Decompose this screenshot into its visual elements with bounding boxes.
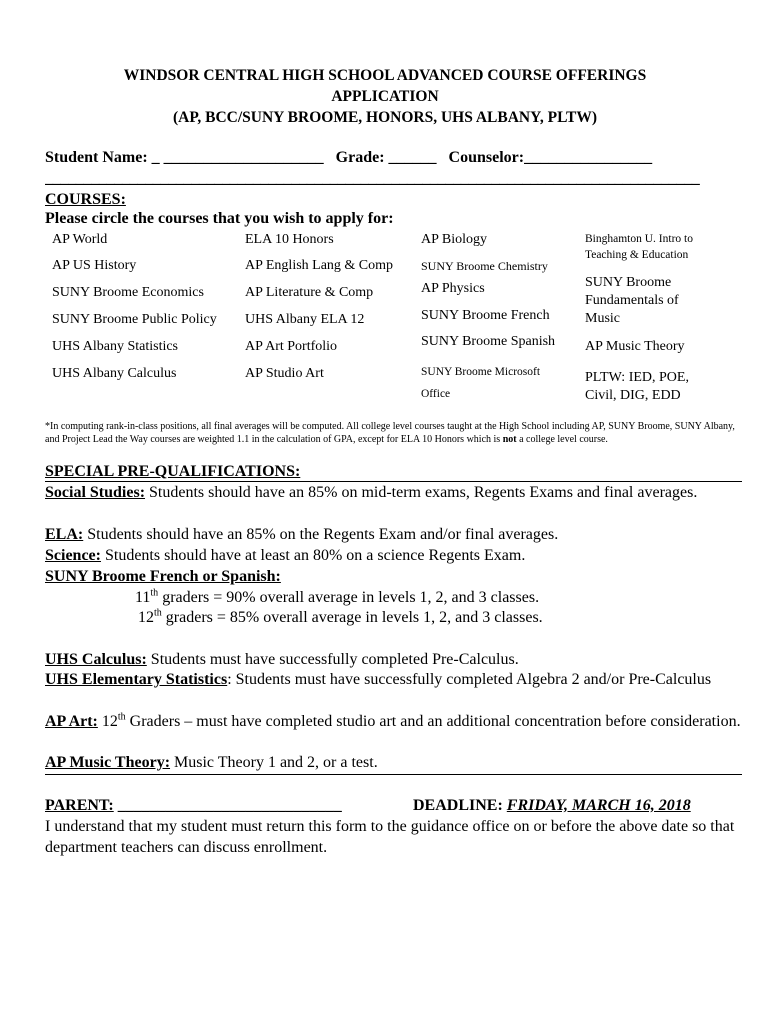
course-option[interactable]: SUNY Broome Spanish [421, 334, 556, 349]
course-option[interactable]: AP English Lang & Comp [245, 258, 394, 273]
section-divider [45, 481, 742, 482]
course-option[interactable]: Binghamton U. Intro to Teaching & Education [585, 233, 693, 261]
prequal-music-theory: AP Music Theory: Music Theory 1 and 2, or a test. [45, 754, 378, 771]
prequal-calculus: UHS Calculus: Students must have successfully completed Pre-Calculus. [45, 651, 519, 668]
course-option[interactable]: AP World [52, 232, 108, 247]
course-option[interactable]: AP Studio Art [245, 366, 324, 381]
prequal-social-studies: Social Studies: Students should have an 85% on mid-term exams, Regents Exams and final averages. [45, 484, 698, 501]
course-option[interactable]: UHS Albany Statistics [52, 339, 179, 354]
weighting-note: *In computing rank-in-class positions, all final averages will be computed. All college level courses taught at the High School including AP, SUNY Broome, SUNY Albany, and Project Lead the Way courses are weighted 1.1 in the calculation of GPA, except for ELA 10 Honors which is not a college level course. [45, 421, 735, 446]
course-option[interactable]: SUNY Broome Chemistry [421, 259, 548, 273]
courses-instructions: Please circle the courses that you wish to apply for: [45, 210, 394, 227]
course-option[interactable]: SUNY Broome French [421, 308, 550, 323]
prequal-ela: ELA: Students should have an 85% on the Regents Exam and/or final averages. [45, 526, 559, 543]
prequal-statistics: UHS Elementary Statistics: Students must have successfully completed Algebra 2 and/or Pre-Calculus [45, 671, 712, 688]
course-option[interactable]: PLTW: IED, POE, Civil, DIG, EDD [585, 370, 689, 403]
course-option[interactable]: UHS Albany ELA 12 [245, 312, 365, 327]
blank-rule-line: _____________________________________________________________________________________ [45, 170, 700, 187]
deadline: DEADLINE: FRIDAY, MARCH 16, 2018 [413, 797, 691, 814]
course-option[interactable]: SUNY Broome Fundamentals of Music [585, 275, 679, 326]
prequal-science: Science: Students should have at least an 80% on a science Regents Exam. [45, 547, 526, 564]
course-option[interactable]: ELA 10 Honors [245, 232, 334, 247]
courses-heading: COURSES: [45, 191, 126, 208]
form-title-line1: WINDSOR CENTRAL HIGH SCHOOL ADVANCED COURSE OFFERINGS [123, 67, 647, 84]
parent-signature-line[interactable]: PARENT: ____________________________ [45, 797, 342, 814]
student-info-line[interactable]: Student Name: _ ____________________ Grade: ______ Counselor:________________ [45, 149, 653, 166]
course-option[interactable]: UHS Albany Calculus [52, 366, 177, 381]
parent-acknowledgement: I understand that my student must return this form to the guidance office on or before the above date so that department teachers can discuss enrollment. [45, 818, 735, 856]
course-option[interactable]: SUNY Broome Microsoft Office [421, 366, 541, 400]
form-title-line2: APPLICATION [331, 88, 439, 105]
course-option[interactable]: SUNY Broome Public Policy [52, 312, 217, 327]
prequal-language: SUNY Broome French or Spanish: [45, 568, 281, 585]
form-title-line3: (AP, BCC/SUNY BROOME, HONORS, UHS ALBANY, PLTW) [172, 109, 598, 126]
prequal-heading: SPECIAL PRE-QUALIFICATIONS: [45, 463, 301, 480]
course-option[interactable]: AP Literature & Comp [245, 285, 374, 300]
prequal-ap-art: AP Art: 12th Graders – must have completed studio art and an additional concentration before consideration. [45, 711, 741, 730]
course-option[interactable]: AP US History [52, 258, 137, 273]
section-divider [45, 774, 742, 775]
course-option[interactable]: SUNY Broome Economics [52, 285, 204, 300]
prequal-grade-11: 11th graders = 90% overall average in levels 1, 2, and 3 classes. [135, 587, 540, 606]
prequal-grade-12: 12th graders = 85% overall average in levels 1, 2, and 3 classes. [138, 607, 543, 626]
course-option[interactable]: AP Physics [421, 281, 485, 296]
course-option[interactable]: AP Biology [421, 232, 487, 247]
course-option[interactable]: AP Art Portfolio [245, 339, 338, 354]
course-option[interactable]: AP Music Theory [585, 339, 685, 354]
